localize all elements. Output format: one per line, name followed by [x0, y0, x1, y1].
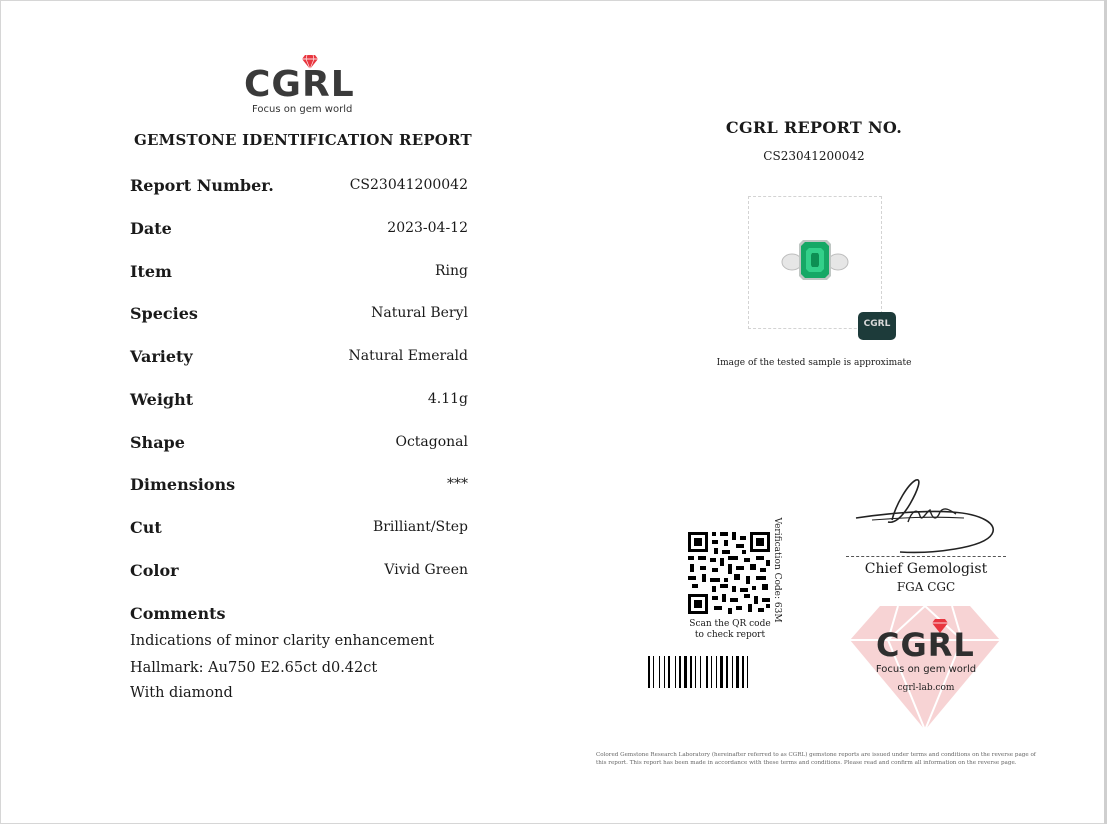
field-value: Natural Beryl — [371, 305, 468, 321]
field-weight — [130, 390, 468, 414]
seal-logo-text: CGRL — [876, 626, 975, 664]
field-species — [130, 304, 468, 328]
website-link[interactable]: cgrl-lab.com — [897, 683, 955, 693]
report-no-value: CS23041200042 — [763, 149, 865, 163]
comment-line: Hallmark: Au750 E2.65ct d0.42ct — [130, 660, 378, 676]
field-variety — [130, 347, 468, 371]
qr-code-icon[interactable] — [686, 530, 772, 616]
cgrl-logo — [244, 52, 354, 118]
field-label: Species — [130, 304, 198, 323]
field-report-number — [130, 176, 468, 200]
field-date — [130, 219, 468, 243]
logo-text: CGRL — [244, 64, 355, 105]
field-label: Item — [130, 262, 172, 281]
comments-label: Comments — [130, 604, 226, 623]
qr-caption-line: to check report — [694, 630, 766, 640]
field-value: 4.11g — [427, 391, 468, 407]
field-label: Shape — [130, 433, 185, 452]
field-value: Octagonal — [395, 434, 468, 450]
signer-title: Chief Gemologist — [864, 561, 988, 577]
field-value: Vivid Green — [384, 562, 468, 578]
field-label: Color — [130, 561, 179, 580]
field-color — [130, 561, 468, 585]
field-label: Dimensions — [130, 475, 236, 494]
footer-disclaimer: Colored Gemstone Research Laboratory (hereinafter referred to as CGRL) gemstone reports are issued under terms and conditions on the reverse page of this report. This report has been made in accordance with these terms and conditions. Please read and confirm all information on the reverse page. — [596, 752, 1036, 766]
ring-photo — [778, 232, 852, 284]
field-item — [130, 262, 468, 286]
field-value: Ring — [435, 263, 468, 279]
field-value: 2023-04-12 — [387, 220, 468, 236]
field-value: CS23041200042 — [349, 177, 468, 193]
field-value: Natural Emerald — [348, 348, 468, 364]
seal-logo-tagline: Focus on gem world — [875, 664, 977, 675]
report-title: GEMSTONE IDENTIFICATION REPORT — [134, 131, 472, 149]
field-shape — [130, 433, 468, 457]
signer-credentials: FGA CGC — [896, 580, 956, 594]
field-value: Brilliant/Step — [372, 519, 468, 535]
image-caption: Image of the tested sample is approximate — [716, 358, 912, 368]
field-label: Cut — [130, 518, 162, 537]
field-label: Weight — [130, 390, 194, 409]
field-label: Report Number. — [130, 176, 274, 195]
qr-caption-line: Scan the QR code — [689, 619, 771, 629]
cgrl-badge — [858, 312, 896, 340]
field-dimensions — [130, 475, 468, 499]
badge-text: CGRL — [863, 319, 891, 329]
field-label: Variety — [130, 347, 193, 366]
logo-tagline: Focus on gem world — [252, 104, 353, 115]
report-no-label: CGRL REPORT NO. — [725, 118, 903, 137]
verification-code: Verification Code: 63M — [772, 517, 782, 623]
comment-line: Indications of minor clarity enhancement — [130, 633, 435, 649]
field-value: *** — [447, 476, 468, 492]
field-cut — [130, 518, 468, 542]
comment-line: With diamond — [130, 685, 233, 701]
signature-icon — [852, 474, 1002, 556]
signature-line — [846, 556, 1006, 557]
qr-caption — [676, 619, 784, 641]
field-label: Date — [130, 219, 172, 238]
barcode-icon — [648, 656, 812, 688]
